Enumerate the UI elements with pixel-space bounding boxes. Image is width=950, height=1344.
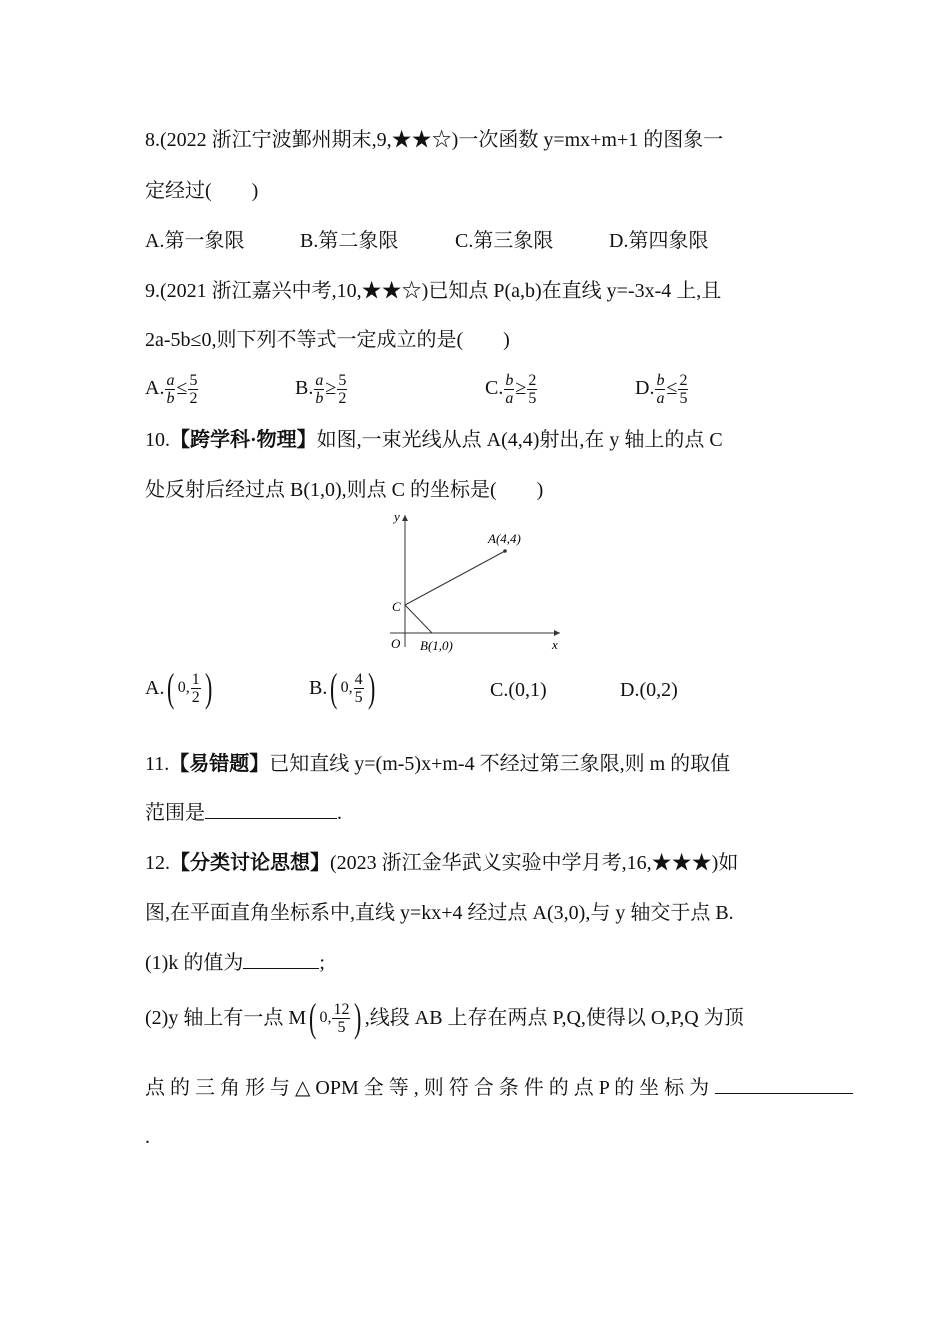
q10-figure [380, 505, 570, 655]
q11-line2-text: 范围是 [145, 802, 205, 824]
q12-part2-blank[interactable] [715, 1073, 853, 1094]
q11-number: 11. [145, 753, 170, 775]
q9-option-a-frac2 [188, 372, 198, 407]
q11-line2 [145, 798, 342, 828]
frac-den: 2 [338, 390, 347, 407]
q12-m-frac [332, 1001, 350, 1036]
q10-line2: 处反射后经过点 B(1,0),则点 C 的坐标是( ) [145, 479, 544, 501]
frac-num: 12 [333, 1000, 350, 1018]
q9-option-d-frac2 [678, 372, 688, 407]
frac-num: b [505, 372, 514, 389]
q12-tag: 【分类讨论思想】 [170, 852, 330, 874]
q9-line1: 9.(2021 浙江嘉兴中考,10,★★☆)已知点 P(a,b)在直线 y=-3x-4 上,且 [145, 280, 722, 302]
q9-option-d-op: ≤ [666, 377, 678, 400]
q11-tag: 【易错题】 [169, 753, 270, 775]
q10-line1-text: 如图,一束光线从点 A(4,4)射出,在 y 轴上的点 C [316, 429, 723, 451]
q10-option-a-label: A. [145, 677, 165, 699]
frac-den: 2 [191, 688, 200, 706]
q8-line2: 定经过( ) [145, 180, 259, 202]
left-paren: ( [167, 665, 175, 710]
q12-line2: 图,在平面直角坐标系中,直线 y=kx+4 经过点 A(3,0),与 y 轴交于点 B. [145, 902, 734, 924]
q9-option-b-frac1 [314, 372, 324, 407]
label-o: O [391, 636, 401, 651]
q12-part1-end: ; [319, 952, 325, 974]
q12-part2-pre: (2)y 轴上有一点 M [145, 1007, 307, 1029]
q11-answer-blank[interactable] [205, 798, 337, 819]
q9-option-d-label: D. [635, 377, 655, 400]
frac-num: 2 [679, 372, 688, 389]
q12-line4 [145, 1073, 853, 1103]
q9-option-a-op: ≤ [176, 377, 188, 400]
q10-option-a-inner: 0 , $\frac{1}{2}$ [177, 670, 200, 706]
q10-number: 10. [145, 429, 170, 451]
q10-option-a [145, 666, 215, 710]
frac-den: 2 [189, 390, 198, 407]
frac-num: 5 [338, 372, 347, 389]
q11-line1 [145, 749, 730, 779]
q11-line1-text: 已知直线 y=(m-5)x+m-4 不经过第三象限,则 m 的取值 [269, 753, 731, 775]
frac-den: a [505, 390, 514, 407]
q12-number: 12. [145, 852, 170, 874]
q12-part1-blank[interactable] [243, 948, 319, 969]
q12-part1 [145, 948, 325, 978]
ray-cb [405, 605, 432, 633]
frac-den: b [315, 390, 324, 407]
q9-line2: 2a-5b≤0,则下列不等式一定成立的是( ) [145, 329, 510, 351]
q9-option-c-label: C. [485, 377, 504, 400]
right-paren: ) [354, 995, 362, 1040]
frac-num: 1 [191, 670, 200, 688]
q12-part2-group [145, 996, 744, 1040]
frac-den: 5 [679, 390, 688, 407]
q12-line4-text: 点 的 三 角 形 与 △ OPM 全 等 , 则 符 合 条 件 的 点 P 的 坐 标 为 [145, 1077, 710, 1099]
frac-den: b [166, 390, 175, 407]
q9-option-c-frac1 [504, 372, 514, 407]
q12-line1 [145, 848, 738, 878]
q10-option-b-zero: 0 [340, 679, 349, 696]
q9-option-d-frac1 [655, 372, 665, 407]
frac-num: 4 [354, 670, 363, 688]
q9-option-b-op: ≥ [325, 377, 337, 400]
q10-option-b [309, 666, 378, 710]
q8-option-c: C.第三象限 [455, 230, 554, 252]
q8-option-b: B.第二象限 [300, 230, 399, 252]
q9-option-b-label: B. [295, 377, 314, 400]
q9-option-c-frac2 [527, 372, 537, 407]
q9-option-c [485, 372, 538, 407]
label-b: B(1,0) [420, 638, 453, 653]
q10-option-a-zero: 0 [177, 679, 186, 696]
q8-option-a: A.第一象限 [145, 230, 245, 252]
q12-line1-text: (2023 浙江金华武义实验中学月考,16,★★★)如 [330, 852, 739, 874]
q9-option-c-op: ≥ [515, 377, 527, 400]
q10-option-b-frac [354, 671, 364, 706]
ray-ac [405, 551, 505, 605]
frac-num: 5 [189, 372, 198, 389]
frac-den: 5 [354, 688, 363, 706]
frac-num: a [166, 372, 175, 389]
q9-option-d [635, 372, 689, 407]
left-paren: ( [309, 995, 317, 1040]
right-paren: ) [204, 665, 213, 710]
q10-option-b-inner: 0 , $\frac{4}{5}$ [340, 670, 363, 706]
label-y: y [394, 509, 400, 524]
frac-den: a [656, 390, 665, 407]
q9-option-a-frac1 [165, 372, 175, 407]
q10-option-b-group [309, 666, 378, 710]
q8-line1: 8.(2022 浙江宁波鄞州期末,9,★★☆)一次函数 y=mx+m+1 的图象一 [145, 129, 724, 151]
label-c: C [392, 599, 401, 614]
q12-part2 [145, 996, 744, 1040]
frac-num: b [656, 372, 665, 389]
frac-num: a [315, 372, 324, 389]
q12-part1-text: (1)k 的值为 [145, 952, 244, 974]
q12-part2-post: ,线段 AB 上存在两点 P,Q,使得以 O,P,Q 为顶 [364, 1007, 744, 1029]
right-paren: ) [367, 665, 376, 710]
left-paren: ( [330, 665, 338, 710]
q9-option-a [145, 372, 199, 407]
point-a [503, 549, 507, 553]
q12-m-zero: 0 [319, 1009, 328, 1026]
q10-line1 [145, 425, 723, 455]
q9-option-b-frac2 [337, 372, 347, 407]
q10-option-d: D.(0,2) [620, 679, 678, 701]
q10-option-b-label: B. [309, 677, 328, 699]
label-x: x [552, 637, 558, 652]
q8-option-d: D.第四象限 [609, 230, 709, 252]
q10-option-a-frac [191, 671, 201, 706]
q10-tag: 【跨学科·物理】 [170, 429, 317, 451]
q9-option-a-label: A. [145, 377, 165, 400]
frac-num: 2 [528, 372, 537, 389]
q12-m-coords: 0 , $\frac{12}{5}$ [319, 998, 351, 1038]
frac-den: 5 [528, 390, 537, 407]
q11-end: . [337, 802, 342, 824]
q12-end: . [145, 1126, 150, 1148]
q10-option-c: C.(0,1) [490, 679, 547, 701]
q9-option-b [295, 372, 348, 407]
label-a: A(4,4) [488, 531, 521, 546]
frac-den: 5 [337, 1018, 346, 1036]
q10-option-a-group [145, 666, 215, 710]
